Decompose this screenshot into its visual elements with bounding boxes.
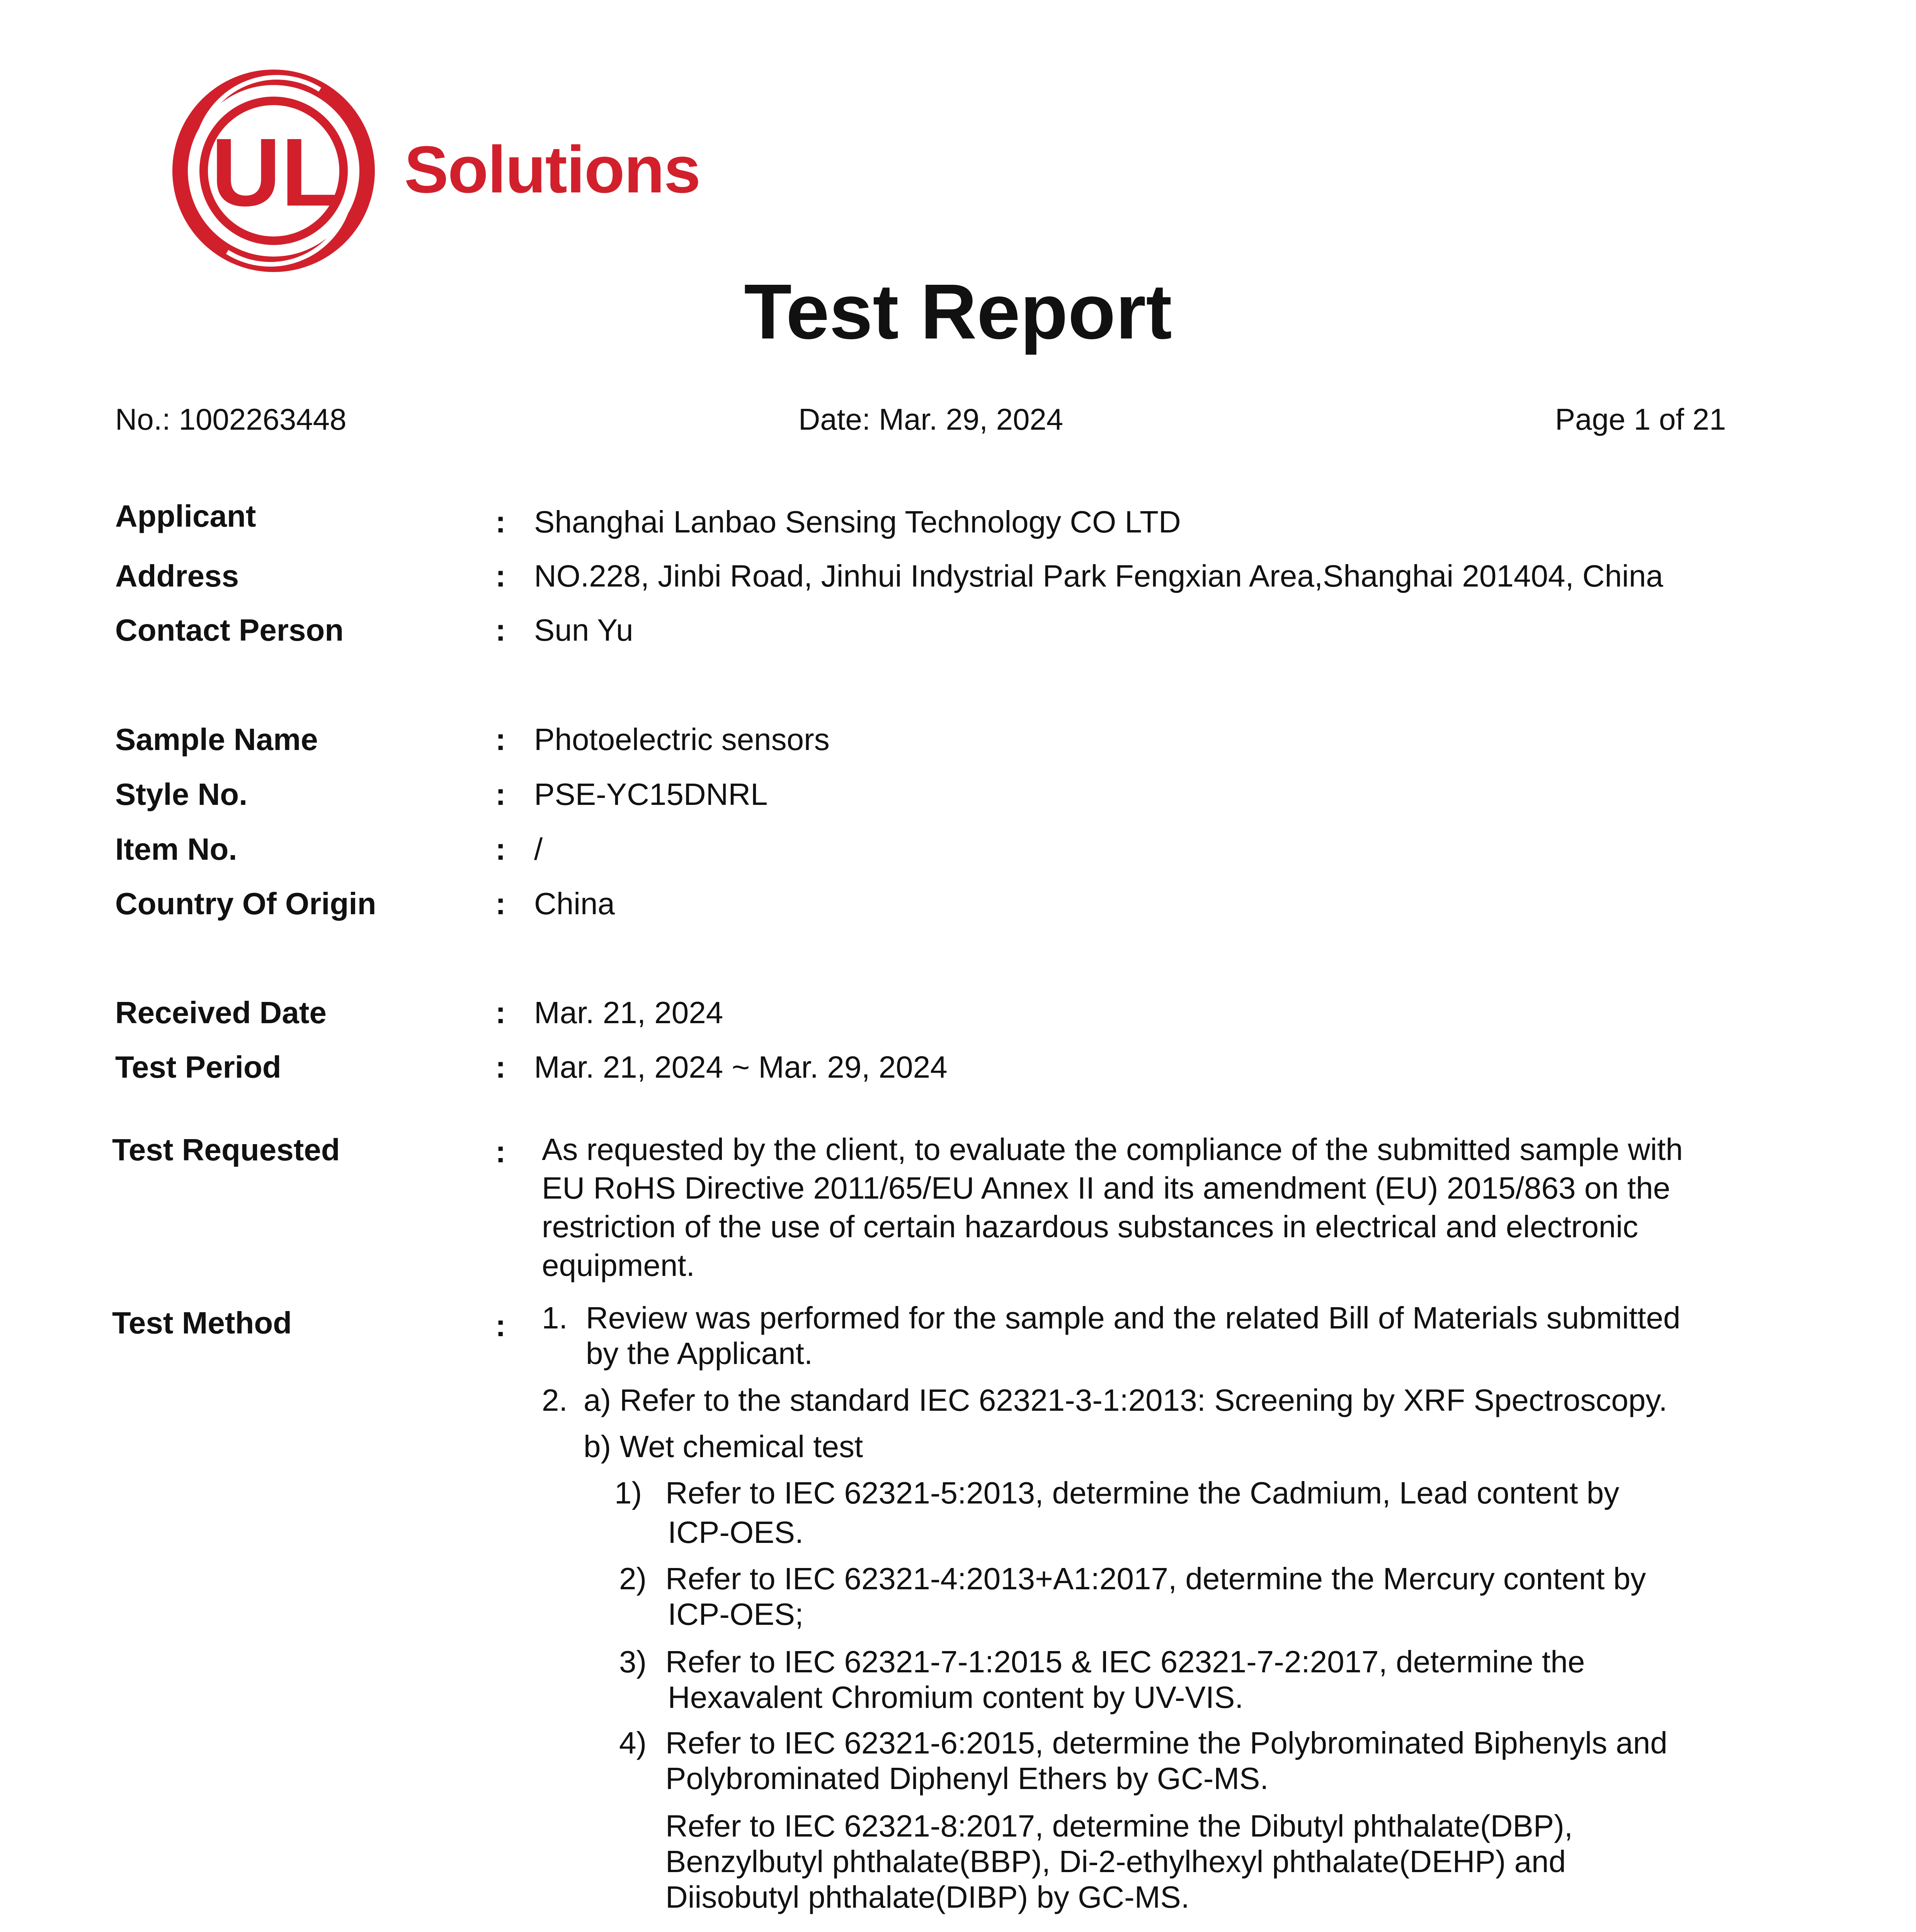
sub-1-text-cont: ICP-OES.	[668, 1515, 804, 1549]
logo-wordmark: Solutions	[404, 133, 700, 207]
requested-line: equipment.	[542, 1248, 695, 1282]
requested-line: EU RoHS Directive 2011/65/EU Annex II and its amendment (EU) 2015/863 on the	[542, 1171, 1671, 1205]
colon: :	[495, 613, 506, 647]
sub-3-number: 3)	[619, 1645, 647, 1679]
item-label: Item No.	[115, 832, 237, 866]
colon: :	[495, 1134, 506, 1169]
address-label: Address	[115, 559, 239, 593]
sub-1-number: 1)	[614, 1476, 642, 1510]
contact-label: Contact Person	[115, 613, 344, 647]
report-date: Date: Mar. 29, 2024	[798, 402, 1063, 436]
sub-5-text	[665, 1808, 1573, 1915]
style-label: Style No.	[115, 777, 248, 811]
colon: :	[495, 777, 506, 811]
ul-logo-mark	[165, 63, 382, 279]
method-1-number: 1.	[542, 1301, 568, 1335]
sub-4-number: 4)	[619, 1726, 647, 1760]
method-2-number: 2.	[542, 1383, 568, 1417]
colon: :	[495, 505, 506, 539]
method-2b-text: b) Wet chemical test	[584, 1429, 863, 1464]
sample-value: Photoelectric sensors	[534, 722, 830, 757]
colon: :	[495, 1050, 506, 1084]
applicant-value: Shanghai Lanbao Sensing Technology CO LTD	[534, 505, 1181, 539]
period-value: Mar. 21, 2024 ~ Mar. 29, 2024	[534, 1050, 948, 1084]
sample-label: Sample Name	[115, 722, 318, 757]
method-line: ICP-OES;	[668, 1597, 804, 1631]
colon: :	[495, 559, 506, 593]
method-line: Refer to IEC 62321-7-1:2015 & IEC 62321-7-2:2017, determine the	[665, 1645, 1585, 1679]
item-value: /	[534, 832, 543, 866]
colon: :	[495, 832, 506, 866]
page-number: Page 1 of 21	[1555, 402, 1726, 436]
method-line: by the Applicant.	[586, 1336, 813, 1371]
received-label: Received Date	[115, 995, 327, 1030]
svg-text:UL: UL	[211, 118, 340, 226]
sub-4-text	[665, 1725, 1668, 1796]
method-line: Refer to IEC 62321-8:2017, determine the Dibutyl phthalate(DBP),	[665, 1809, 1573, 1843]
received-value: Mar. 21, 2024	[534, 995, 723, 1030]
sub-3-text	[665, 1644, 1585, 1715]
origin-label: Country Of Origin	[115, 886, 376, 921]
applicant-label: Applicant	[115, 499, 256, 533]
requested-label: Test Requested	[112, 1133, 340, 1167]
colon: :	[495, 722, 506, 757]
method-line: Refer to IEC 62321-6:2015, determine the Polybrominated Biphenyls and	[665, 1726, 1668, 1760]
method-line: Diisobutyl phthalate(DIBP) by GC-MS.	[665, 1880, 1190, 1914]
requested-text	[542, 1130, 1763, 1285]
method-label: Test Method	[112, 1306, 292, 1340]
method-line: Refer to IEC 62321-4:2013+A1:2017, determine the Mercury content by	[665, 1561, 1646, 1596]
page-title: Test Report	[744, 268, 1172, 355]
contact-value: Sun Yu	[534, 613, 633, 647]
sub-2-text	[665, 1561, 1646, 1632]
period-label: Test Period	[115, 1050, 281, 1084]
requested-line: restriction of the use of certain hazardous substances in electrical and electronic	[542, 1209, 1639, 1244]
address-value: NO.228, Jinbi Road, Jinhui Indystrial Park Fengxian Area,Shanghai 201404, China	[534, 559, 1663, 593]
colon: :	[495, 886, 506, 921]
method-2a-text: a) Refer to the standard IEC 62321-3-1:2013: Screening by XRF Spectroscopy.	[584, 1383, 1668, 1417]
method-line: Hexavalent Chromium content by UV-VIS.	[668, 1680, 1244, 1714]
style-value: PSE-YC15DNRL	[534, 777, 768, 811]
colon: :	[495, 1308, 506, 1343]
method-1-text	[586, 1300, 1680, 1371]
method-line: Benzylbutyl phthalate(BBP), Di-2-ethylhexyl phthalate(DEHP) and	[665, 1844, 1566, 1879]
method-line: Polybrominated Diphenyl Ethers by GC-MS.	[665, 1761, 1269, 1796]
sub-2-number: 2)	[619, 1561, 647, 1596]
origin-value: China	[534, 886, 615, 921]
colon: :	[495, 995, 506, 1030]
sub-1-text: Refer to IEC 62321-5:2013, determine the Cadmium, Lead content by	[665, 1476, 1620, 1510]
method-line: Review was performed for the sample and the related Bill of Materials submitted	[586, 1301, 1681, 1335]
report-number: No.: 1002263448	[115, 402, 347, 436]
requested-line: As requested by the client, to evaluate the compliance of the submitted sample with	[542, 1132, 1683, 1167]
